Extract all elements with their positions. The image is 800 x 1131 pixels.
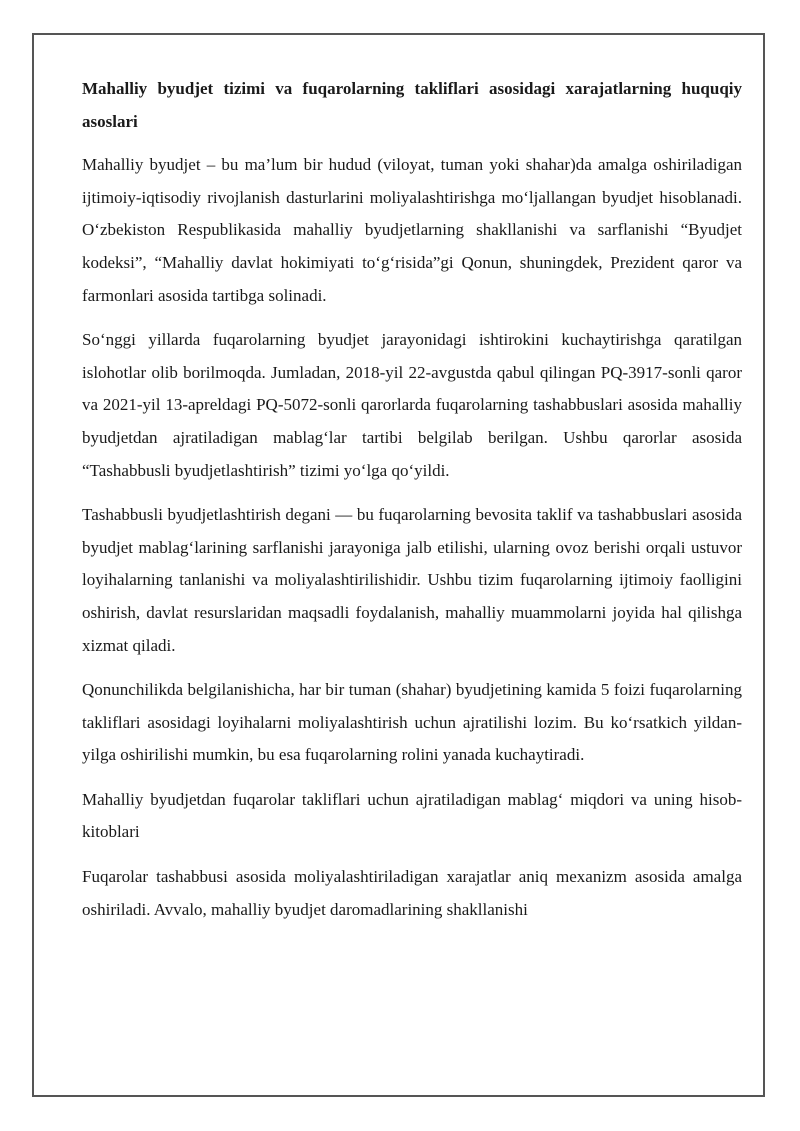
- paragraph-initiative-budgeting-definition: Tashabbusli byudjetlashtirish degani — bu fuqarolarning bevosita taklif va tashabbuslari asosida byudjet mablag‘larining sarflanishi jarayoniga jalb etilishi, ularning ovoz berishi orqali ustuvor loyihalarning tanlanishi va moliyalashtirilishidir. Ushbu tizim fuqarolarning ijtimoiy faolligini oshirish, davlat resurslaridan maqsadli foydalanish, mahalliy muammolarni joyida hal qilishga xizmat qiladi.: [82, 505, 742, 655]
- paragraph-allocation-subheading: Mahalliy byudjetdan fuqarolar takliflari uchun ajratiladigan mablag‘ miqdori va uning hisob-kitoblari: [82, 789, 742, 842]
- paragraph-mahalliy-byudjet-definition: Mahalliy byudjet – bu ma’lum bir hudud (viloyat, tuman yoki shahar)da amalga oshiriladigan ijtimoiy-iqtisodiy rivojlanish dasturlarini moliyalashtirishga mo‘ljallangan byudjet hisoblanadi. O‘zbekiston Respublikasida mahalliy byudjetlarning shakllanishi va sarflanishi “Byudjet kodeksi”, “Mahalliy davlat hokimiyati to‘g‘risida”gi Qonun, shuningdek, Prezident qaror va farmonlari asosida tartibga solinadi.: [82, 155, 742, 305]
- document-body: [82, 73, 742, 938]
- paragraph-citizen-participation-reforms: So‘nggi yillarda fuqarolarning byudjet jarayonidagi ishtirokini kuchaytirishga qaratilgan islohotlar olib borilmoqda. Jumladan, 2018-yil 22-avgustda qabul qilingan PQ-3917-sonli qaror va 2021-yil 13-apreldagi PQ-5072-sonli qarorlarda fuqarolarning tashabbuslari asosida mahalliy byudjetdan ajratiladigan mablag‘lar tartibi belgilab berilgan. Ushbu qarorlar asosida “Tashabbusli byudjetlashtirish” tizimi yo‘lga qo‘yildi.: [82, 330, 742, 480]
- document-title: Mahalliy byudjet tizimi va fuqarolarning takliflari asosidagi xarajatlarning huquqiy asoslari: [82, 79, 742, 131]
- paragraph-legislation-five-percent: Qonunchilikda belgilanishicha, har bir tuman (shahar) byudjetining kamida 5 foizi fuqarolarning takliflari asosidagi loyihalarni moliyalashtirish uchun ajratilishi lozim. Bu ko‘rsatkich yildan-yilga oshirilishi mumkin, bu esa fuqarolarning rolini yanada kuchaytiradi.: [82, 680, 742, 765]
- paragraph-funding-mechanism: Fuqarolar tashabbusi asosida moliyalashtiriladigan xarajatlar aniq mexanizm asosida amalga oshiriladi. Avvalo, mahalliy byudjet daromadlarining shakllanishi: [82, 867, 742, 919]
